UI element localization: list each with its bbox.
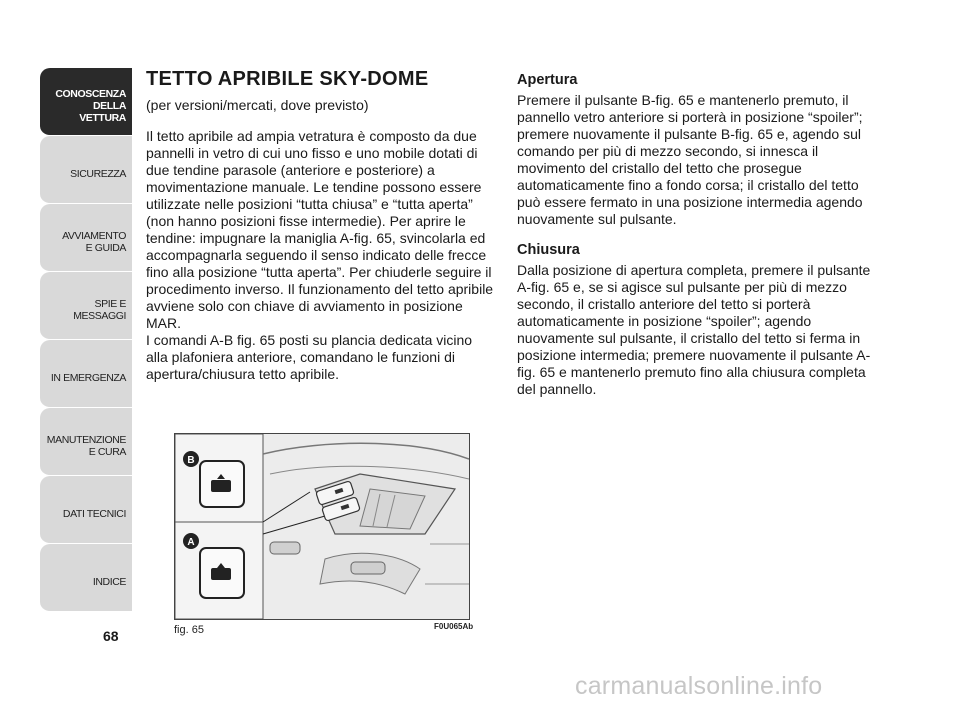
sidebar-tab[interactable] bbox=[40, 68, 132, 136]
sidebar-tab-label: INDICE bbox=[92, 575, 126, 588]
figure-caption: fig. 65 bbox=[174, 624, 204, 636]
sidebar-tab-label: SICUREZZA bbox=[70, 167, 126, 180]
sidebar-tab-label: AVVIAMENTO bbox=[62, 229, 126, 242]
sidebar-tab[interactable] bbox=[40, 476, 132, 544]
sidebar-tab[interactable] bbox=[40, 544, 132, 612]
opening-text: Premere il pulsante B-fig. 65 e mantenerlo premuto, il pannello vetro anteriore si porterà in posizione “spoiler”; premere nuovamente il pulsante B-fig. 65 e, agendo sul comando per più di mezzo secondo, si innesca il movimento del cristallo del tetto che prosegue automaticamente fino a fondo corsa; il cristallo del tetto può essere fermato in una posizione intermedia agendo nuovamente sul pulsante. bbox=[517, 92, 863, 227]
sidebar-tab[interactable] bbox=[40, 340, 132, 408]
sidebar-tab-label: IN EMERGENZA bbox=[50, 371, 126, 384]
sidebar-tab-label: MESSAGGI bbox=[73, 309, 126, 322]
right-column bbox=[517, 72, 877, 398]
figure-code: F0U065Ab bbox=[434, 622, 474, 631]
sidebar-tab-label: DATI TECNICI bbox=[62, 507, 126, 520]
sidebar-nav bbox=[40, 68, 132, 612]
sidebar-tab-label: E GUIDA bbox=[85, 241, 126, 254]
closing-text: Dalla posizione di apertura completa, premere il pulsante A-fig. 65 e, se si agisce sul pulsante per più di mezzo secondo, il cristallo anteriore del tetto si porterà automaticamente in posizione “spoiler”; agendo nuovamente sul pulsante, il cristallo del tetto si ferma in posizione intermedia; premere nuovamente il pulsante A-fig. 65 e mantenerlo premuto fino alla chiusura completa del pannello. bbox=[517, 262, 871, 397]
sidebar-tab-label: VETTURA bbox=[79, 111, 126, 124]
sidebar-tab-label: E CURA bbox=[88, 445, 126, 458]
sidebar-tab-label: SPIE E bbox=[94, 297, 126, 310]
sidebar-tab[interactable] bbox=[40, 408, 132, 476]
sidebar-tab-label: DELLA bbox=[93, 99, 126, 112]
closing-heading: Chiusura bbox=[517, 242, 580, 258]
roof-controls-drawing bbox=[175, 434, 469, 619]
label-b: B bbox=[187, 455, 195, 466]
figure-65-illustration bbox=[174, 433, 470, 620]
section-title: TETTO APRIBILE SKY-DOME bbox=[146, 68, 429, 90]
section-subtitle: (per versioni/mercati, dove previsto) bbox=[146, 97, 369, 113]
sidebar-tab[interactable] bbox=[40, 204, 132, 272]
body-paragraph: Il tetto apribile ad ampia vetratura è composto da due pannelli in vetro di cui uno fisso e uno mobile dotati di due tendine parasole (anteriore e posteriore) a movimentazione manuale. Le tendine possono essere utilizzate nelle posizioni “tutta chiusa” e “tutta aperta” (non hanno posizioni fisse intermedie). Per aprire le tendine: impugnare la maniglia A-fig. 65, svincolarla ed accompagnarla seguendo il senso indicato delle frecce fino alla posizione “tutta aperta”. Per chiuderle seguire il procedimento inverso. Il funzionamento del tetto apribile avviene solo con chiave di avviamento in posizione MAR. bbox=[146, 128, 494, 331]
sidebar-tab-label: CONOSCENZA bbox=[55, 87, 126, 100]
opening-heading: Apertura bbox=[517, 72, 578, 88]
sidebar-tab[interactable] bbox=[40, 272, 132, 340]
page-number: 68 bbox=[103, 628, 119, 644]
watermark-text: carmanualsonline.info bbox=[575, 672, 823, 700]
left-column bbox=[146, 68, 496, 383]
section-body bbox=[146, 128, 496, 383]
sidebar-tab-label: MANUTENZIONE bbox=[46, 433, 126, 446]
label-a: A bbox=[187, 537, 195, 548]
body-paragraph: I comandi A-B fig. 65 posti su plancia dedicata vicino alla plafoniera anteriore, comandano le funzioni di apertura/chiusura tetto apribile. bbox=[146, 332, 473, 382]
sidebar-tab[interactable] bbox=[40, 136, 132, 204]
